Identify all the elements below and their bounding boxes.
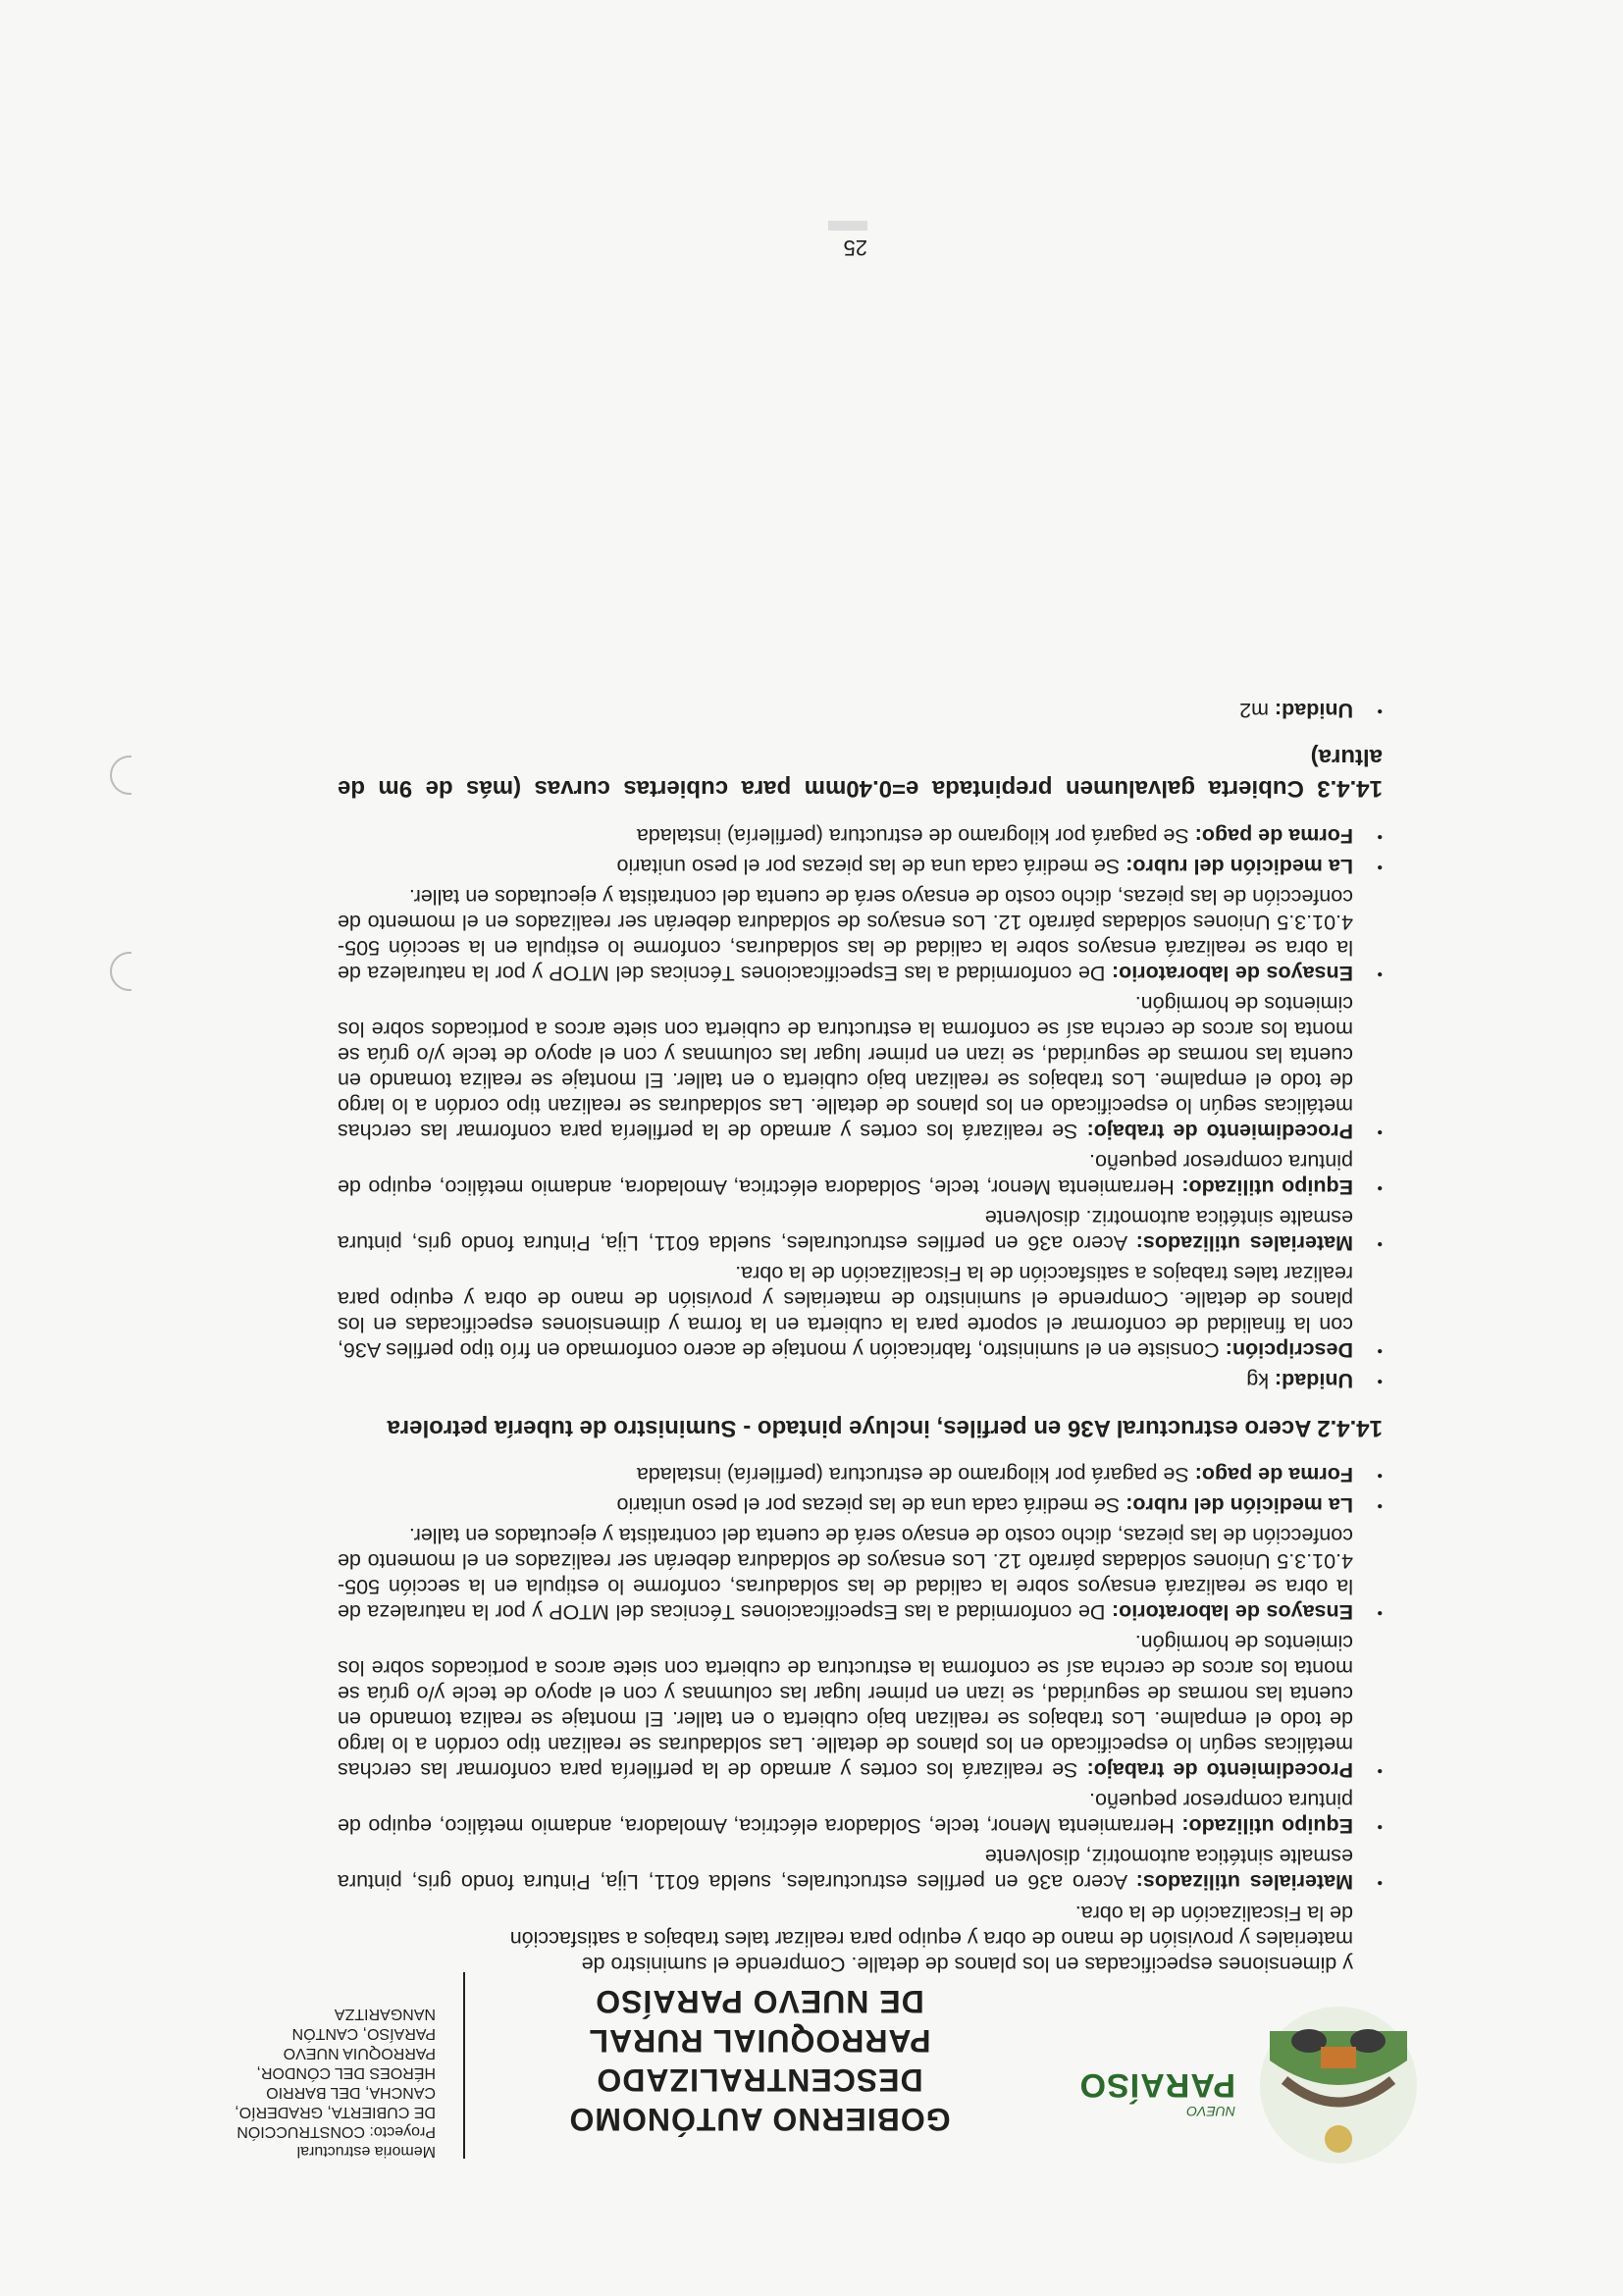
bullet-icon: • [1377, 1373, 1383, 1389]
item-label: Equipo utilizado: [1181, 1814, 1353, 1838]
header-divider [463, 1972, 465, 2159]
project-line: CANCHA, DEL BARRIO [266, 2084, 436, 2101]
item-label: Forma de pago: [1194, 824, 1353, 848]
bullet-icon: • [1377, 1762, 1383, 1779]
page-mark [828, 221, 867, 231]
bullet-icon: • [1377, 1123, 1383, 1140]
logo-caption [1078, 2065, 1235, 2119]
bullet-icon: • [1377, 1235, 1383, 1252]
list-item [338, 1492, 1383, 1518]
item-text: Acero a36 en perfiles estructurales, suelda 6011, Lija, Pintura fondo gris, pintura esmalte sintética automotriz, disolvente [337, 1845, 1353, 1894]
list-item [338, 1462, 1383, 1487]
item-label: Ensayos de laboratorio: [1111, 962, 1353, 985]
item-label: Procedimiento de trabajo: [1086, 1120, 1353, 1143]
list-item [338, 1205, 1383, 1256]
item-text: Acero a36 en perfiles estructurales, suelda 6011, Lija, Pintura fondo gris, pintura esmalte sintética automotriz. disolvente [337, 1206, 1353, 1255]
section3-title: 14.4.3 Cubierta galvalumen prepintada e=0.40mm para cubiertas curvas (más de 9m de altura) [338, 744, 1383, 802]
punch-hole-mark [110, 952, 131, 991]
section3-list [338, 698, 1383, 723]
intro-paragraph [338, 1901, 1353, 1977]
bullet-icon: • [1377, 1497, 1383, 1514]
bullet-icon: • [1377, 965, 1383, 982]
organization-name [485, 1982, 1034, 2139]
item-text: Consiste en el suministro, fabricación y montaje de acero conformado en frío tipo perfiles A36, con la finalidad de conformar el soporte para la cubierta en la forma y dimensiones especificadas en los planos de detalle. Comprende el suministro de materiales y provisión de mano de obra y equipo para realizar tales trabajos a satisfacción de la Fiscalización de la obra. [338, 1262, 1353, 1362]
bullet-icon: • [1377, 1818, 1383, 1835]
item-label: Procedimiento de trabajo: [1086, 1758, 1353, 1782]
item-label: Descripción: [1225, 1338, 1353, 1362]
project-info [151, 2004, 436, 2161]
item-label: La medición del rubro: [1126, 1493, 1353, 1517]
list-item [338, 1788, 1383, 1839]
item-text: kg [1246, 1369, 1275, 1392]
item-text: De conformidad a las Especificaciones Técnicas del MTOP y por la naturaleza de la obra se realizará ensayos sobre la calidad de las soldaduras, conforme lo estipula en la sección 505-4.01.3.5 Uniones soldadas párrafo 12. Los ensayos de soldadura deberán ser realizados en el momento de confección de las piezas, dicho costo de ensayo será de cuenta del contratista y ejecutados en taller. [338, 885, 1353, 985]
item-text: Se medirá cada una de las piezas por el peso unitario [616, 855, 1126, 878]
item-text: Se realizará los cortes y armado de la perfilería para conformar las cerchas metálicas según lo especificado en los planos de detalle. Las soldaduras se realizan tipo cordón a lo largo de todo el empalme. Los trabajos se realizan bajo cubierta o en taller. El montaje se realiza tomando en cuenta las normas de seguridad, se izan en primer lugar las columnas y con el apoyo de tecle y/o grúa se monta los arcos de cercha así se conforma la estructura de cubierta con siete arcos a porticados sobre los cimientos de hormigón. [338, 1631, 1353, 1782]
list-item [338, 1149, 1383, 1200]
list-item [338, 1630, 1383, 1783]
bullet-icon: • [1377, 703, 1383, 719]
item-text: Se pagará por kilogramo de estructura (perfilería) instalada [636, 1463, 1195, 1487]
nuevo-paraiso-logo [1230, 1992, 1446, 2178]
item-text: Se pagará por kilogramo de estructura (perfilería) instalada [636, 824, 1195, 848]
project-line: HÉROES DEL CÓNDOR, [256, 2064, 436, 2081]
project-line: DE CUBIERTA, GRADERÍO, [235, 2104, 436, 2120]
logo-main-text: PARAÍSO [1078, 2066, 1235, 2104]
list-item [338, 823, 1383, 849]
item-text: Herramienta Menor, tecle, Soldadora eléctrica, Amoladora, andamio metálico, equipo de pintura compresor pequeño. [338, 1150, 1353, 1199]
item-text: Herramienta Menor, tecle, Soldadora eléctrica, Amoladora, andamio metálico, equipo de pintura compresor pequeño. [338, 1789, 1353, 1838]
logo-top-text: NUEVO [1186, 2104, 1235, 2119]
item-text: Se medirá cada una de las piezas por el peso unitario [616, 1493, 1126, 1517]
item-text: m2 [1239, 699, 1275, 722]
bullet-icon: • [1377, 1604, 1383, 1621]
bullet-icon: • [1377, 1874, 1383, 1891]
org-line: DESCENTRALIZADO PARROQUIAL RURAL [588, 2023, 931, 2098]
list-item [338, 1368, 1383, 1393]
list-item [338, 1844, 1383, 1895]
project-line: PARAÍSO, CANTÓN [291, 2025, 436, 2042]
section2-list [338, 823, 1383, 1393]
document-body [338, 693, 1383, 1977]
item-label: Unidad: [1274, 699, 1353, 722]
list-item [338, 1523, 1383, 1625]
list-item [338, 1261, 1383, 1363]
item-text: Se realizará los cortes y armado de la perfilería para conformar las cerchas metálicas según lo especificado en los planos de detalle. Las soldaduras se realizan tipo cordón a lo largo de todo el empalme. Los trabajos se realizan bajo cubierta o en taller. El montaje se realiza tomando en cuenta las normas de seguridad, se izan en primer lugar las columnas y con el apoyo de tecle y/o grúa se monta los arcos de cercha así se conforma la estructura de cubierta con siete arcos a porticados sobre los cimientos de hormigón. [338, 992, 1353, 1143]
list-item [338, 884, 1383, 986]
org-line: GOBIERNO AUTÓNOMO [568, 2102, 951, 2137]
section2-title: 14.4.2 Acero estructural A36 en perfiles, incluye pintado - Suministro de tubería petrolera [387, 1415, 1383, 1441]
item-text: De conformidad a las Especificaciones Técnicas del MTOP y por la naturaleza de la obra se realizará ensayos sobre la calidad de las soldaduras, conforme lo estipula en la sección 505-4.01.3.5 Uniones soldadas párrafo 12. Los ensayos de soldadura deberán ser realizados en el momento de confección de las piezas, dicho costo de ensayo será de cuenta del contratista y ejecutados en taller. [338, 1524, 1353, 1624]
page-number: 25 [843, 235, 867, 260]
project-line: Proyecto: CONSTRUCCIÓN [236, 2123, 436, 2140]
intro-line: y dimensiones especificadas en los planos de detalle. Comprende el suministro de [581, 1953, 1353, 1976]
bullet-icon: • [1377, 828, 1383, 845]
item-label: Materiales utilizados: [1135, 1231, 1353, 1255]
punch-hole-mark [110, 756, 131, 795]
item-label: Unidad: [1274, 1369, 1353, 1392]
item-label: Materiales utilizados: [1135, 1870, 1353, 1894]
section1-list [338, 1462, 1383, 1895]
list-item [338, 698, 1383, 723]
intro-line: materiales y provisión de mano de obra y equipo para realizar tales trabajos a satisfacción [509, 1927, 1353, 1951]
bullet-icon: • [1377, 1467, 1383, 1484]
org-line: DE NUEVO PARAÍSO [595, 1984, 924, 2019]
item-label: La medición del rubro: [1126, 855, 1353, 878]
list-item [338, 991, 1383, 1144]
intro-line: de la Fiscalización de la obra. [1074, 1902, 1353, 1925]
bullet-icon: • [1377, 1179, 1383, 1196]
list-item [338, 854, 1383, 879]
project-line: Memoria estructural [296, 2143, 436, 2160]
header [151, 1982, 1446, 2178]
item-label: Forma de pago: [1194, 1463, 1353, 1487]
bullet-icon: • [1377, 1342, 1383, 1359]
item-label: Equipo utilizado: [1181, 1175, 1353, 1199]
project-line: PARROQUIA NUEVO [283, 2045, 436, 2061]
project-line: NANGARITZA [334, 2006, 436, 2022]
bullet-icon: • [1377, 859, 1383, 875]
item-label: Ensayos de laboratorio: [1111, 1600, 1353, 1624]
